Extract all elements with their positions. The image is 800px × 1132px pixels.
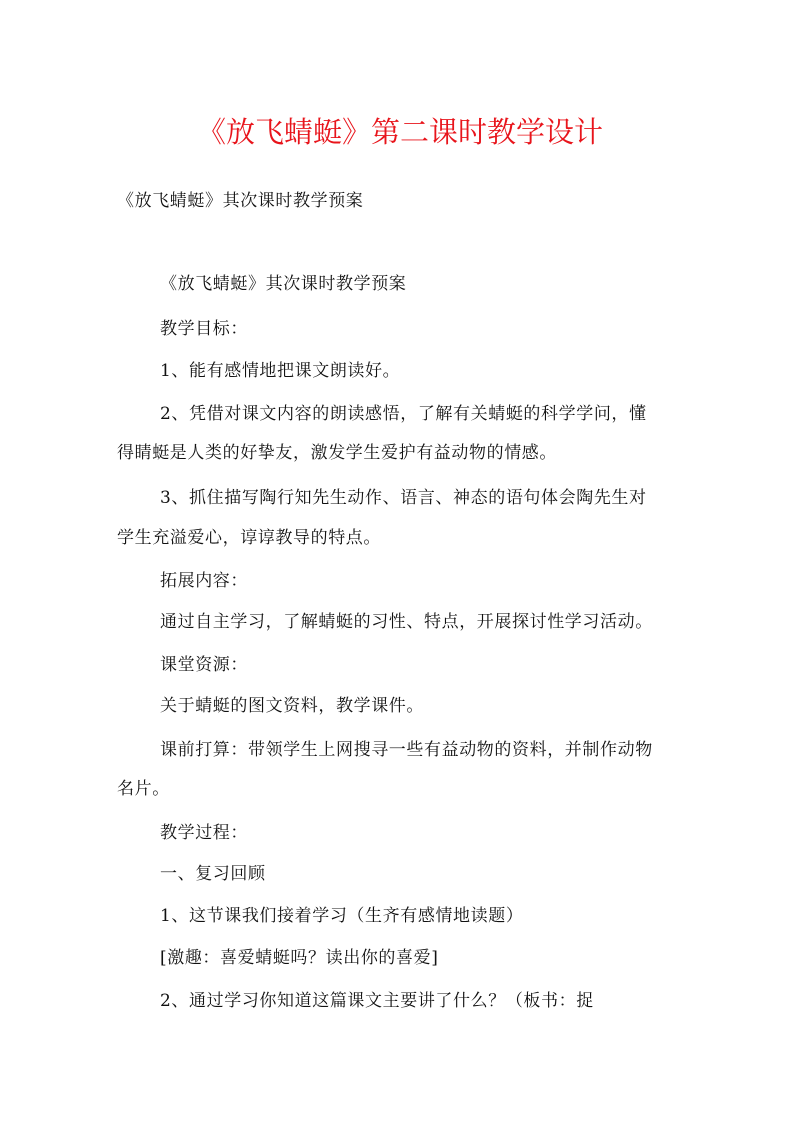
objective-3-line-1: 3、抓住描写陶行知先生动作、语言、神态的语句体会陶先生对 — [160, 488, 647, 508]
step-1: 1、这节课我们接着学习（生齐有感情地读题） — [160, 906, 524, 926]
prep-line-1: 课前打算：带领学生上网搜寻一些有益动物的资料，并制作动物 — [160, 740, 653, 760]
section-1-heading: 一、复习回顾 — [160, 864, 266, 884]
resources-text: 关于蜻蜓的图文资料，教学课件。 — [160, 696, 424, 716]
document-title: 《放飞蜻蜓》第二课时教学设计 — [196, 115, 603, 149]
prep-line-2: 名片。 — [117, 779, 170, 799]
step-1-note: [激趣：喜爱蜻蜓吗？读出你的喜爱] — [160, 948, 439, 968]
process-label: 教学过程： — [160, 823, 248, 843]
objective-3-line-2: 学生充溢爱心，谆谆教导的特点。 — [117, 528, 381, 548]
document-subtitle: 《放飞蜻蜓》其次课时教学预案 — [117, 191, 364, 211]
objective-2-line-1: 2、凭借对课文内容的朗读感悟，了解有关蜻蜓的科学学问，懂 — [160, 404, 647, 424]
objective-1: 1、能有感情地把课文朗读好。 — [160, 361, 401, 381]
resources-label: 课堂资源： — [160, 655, 248, 675]
extension-text: 通过自主学习，了解蜻蜓的习性、特点，开展探讨性学习活动。 — [160, 612, 653, 632]
objectives-label: 教学目标： — [160, 319, 248, 339]
section-heading: 《放飞蜻蜓》其次课时教学预案 — [160, 274, 407, 294]
extension-label: 拓展内容： — [160, 571, 248, 591]
objective-2-line-2: 得睛蜓是人类的好挚友，激发学生爱护有益动物的情感。 — [117, 443, 557, 463]
step-2: 2、通过学习你知道这篇课文主要讲了什么？（板书：捉 — [160, 991, 594, 1011]
